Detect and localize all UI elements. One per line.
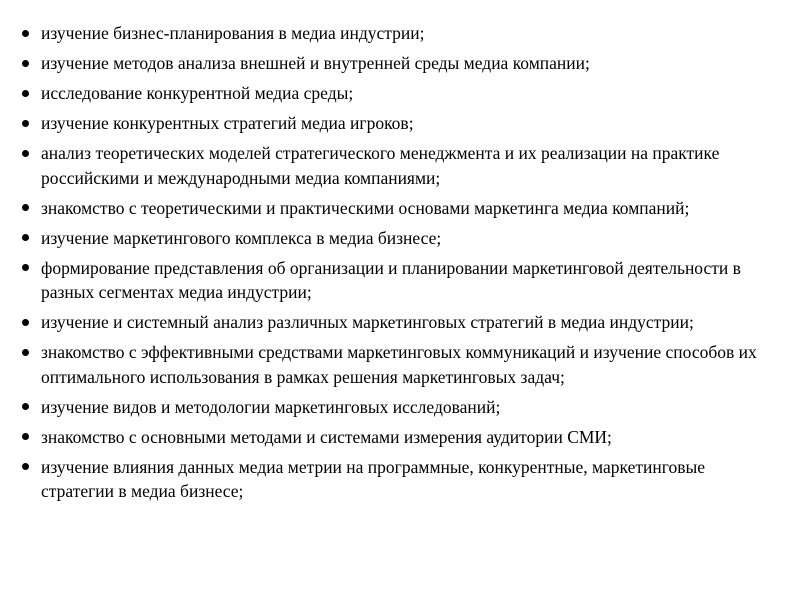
bullet-icon [22,319,29,326]
bullet-icon [22,234,29,241]
bullet-icon [22,60,29,67]
list-item [22,51,782,76]
list-item [22,395,782,420]
bullet-icon [22,463,29,470]
bullet-icon [22,204,29,211]
bullet-icon [22,30,29,37]
list-item [22,256,782,305]
list-item [22,455,782,504]
list-item-text: знакомство с эффективными средствами маркетинговых коммуникаций и изучение способов их оптимального использования в рамках решения маркетинговых задач; [41,342,757,387]
list-item [22,226,782,251]
list-item-text: изучение методов анализа внешней и внутренней среды медиа компании; [41,53,590,73]
bullet-icon [22,349,29,356]
list-item [22,141,782,190]
list-item-text: изучение и системный анализ различных маркетинговых стратегий в медиа индустрии; [41,312,694,332]
list-item-text: изучение маркетингового комплекса в медиа бизнесе; [41,227,442,248]
list-item [22,21,782,46]
list-item [22,310,782,335]
bullet-icon [22,120,29,127]
bullet-list [22,21,782,509]
list-item-text: изучение конкурентных стратегий медиа игроков; [41,113,414,133]
bullet-icon [22,90,29,97]
bullet-icon [22,433,29,440]
bullet-icon [22,264,29,271]
list-item-text: формирование представления об организации и планировании маркетинговой деятельности в разных сегментах медиа индустрии; [41,257,741,302]
list-item [22,81,782,106]
list-item-text: изучение видов и методологии маркетинговых исследований; [41,396,501,417]
list-item-text: изучение бизнес-планирования в медиа индустрии; [41,23,425,43]
list-item-text: исследование конкурентной медиа среды; [41,83,354,103]
list-item [22,196,782,221]
list-item [22,111,782,136]
list-item-text: изучение влияния данных медиа метрии на программные, конкурентные, маркетинговые стратегии в медиа бизнесе; [41,456,706,501]
list-item-text: знакомство с основными методами и системами измерения аудитории СМИ; [41,426,612,447]
list-item [22,425,782,450]
bullet-icon [22,403,29,410]
list-item-text: знакомство с теоретическими и практическими основами маркетинга медиа компаний; [41,197,690,218]
list-item-text: анализ теоретических моделей стратегического менеджмента и их реализации на практике российскими и международными медиа компаниями; [41,143,720,188]
list-item [22,340,782,389]
bullet-icon [22,150,29,157]
